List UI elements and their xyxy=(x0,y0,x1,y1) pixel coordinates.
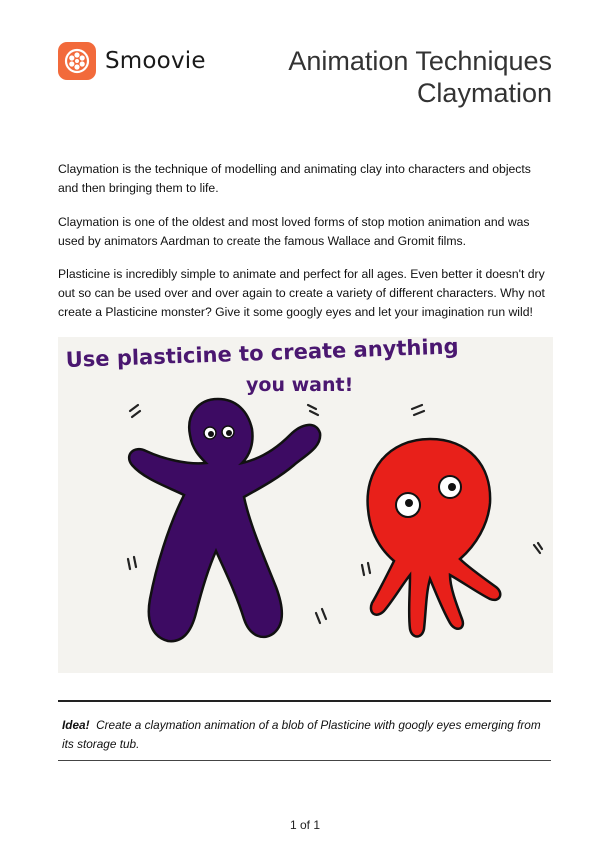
page-title xyxy=(288,45,552,109)
paragraph-1: Claymation is the technique of modelling and animating clay into characters and objects and then bringing them to life. xyxy=(58,162,531,195)
idea-description: Create a claymation animation of a blob of Plasticine with googly eyes emerging from its storage tub. xyxy=(62,718,541,751)
brand-logo xyxy=(58,42,206,80)
page-title-line1: Animation Techniques xyxy=(288,46,552,76)
idea-box xyxy=(58,700,551,761)
film-reel-icon xyxy=(58,42,96,80)
caption-line2: you want! xyxy=(246,374,354,396)
page-number: 1 of 1 xyxy=(289,818,321,832)
caption-line1: Use plasticine to create anything xyxy=(65,337,459,372)
paragraph-3: Plasticine is incredibly simple to animate and perfect for all ages. Even better it doesn't dry out so can be used over and over again to create a variety of different characters. Why not create a Plasticine monster? Give it some googly eyes and let your imagination run wild! xyxy=(58,267,545,319)
brand-name: Smoovie xyxy=(105,48,206,74)
plasticine-illustration xyxy=(58,337,553,673)
idea-label: Idea! xyxy=(62,718,90,732)
idea-text xyxy=(62,716,548,754)
paragraph-2: Claymation is one of the oldest and most loved forms of stop motion animation and was used by animators Aardman to create the famous Wallace and Gromit films. xyxy=(58,215,530,248)
page-title-line2: Claymation xyxy=(416,78,552,108)
